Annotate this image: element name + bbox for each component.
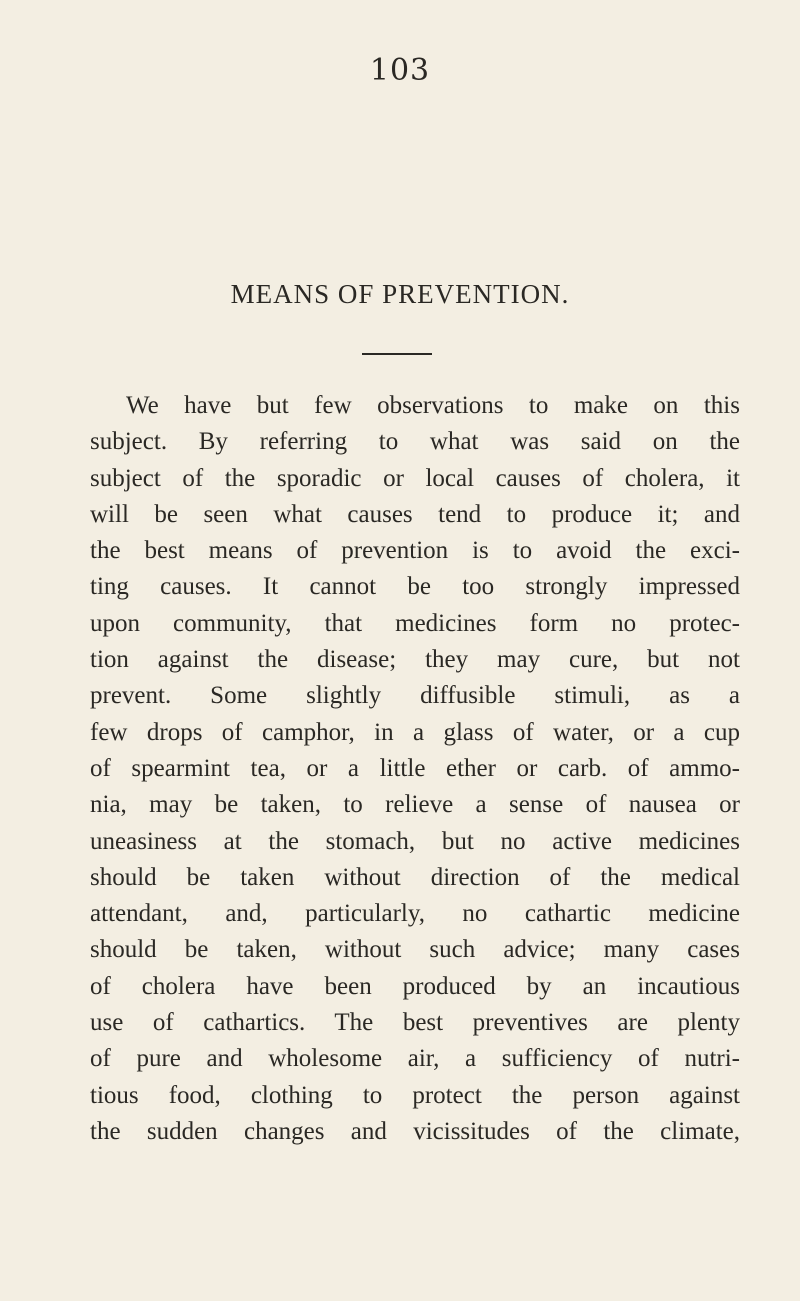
body-paragraph	[90, 388, 740, 1150]
paragraph-line: attendant, and, particularly, no cathartic medicine	[90, 900, 740, 928]
paragraph-line: prevent. Some slightly diffusible stimuli, as a	[90, 682, 740, 710]
paragraph-line: of cholera have been produced by an incautious	[90, 972, 740, 1000]
paragraph-line: the sudden changes and vicissitudes of the climate,	[90, 1117, 740, 1145]
paragraph-line: tion against the disease; they may cure, but not	[90, 646, 740, 674]
paragraph-line: use of cathartics. The best preventives are plenty	[90, 1009, 740, 1037]
paragraph-line: of pure and wholesome air, a sufficiency of nutri-	[90, 1045, 740, 1073]
paragraph-line: subject. By referring to what was said on the	[90, 428, 740, 456]
paragraph-line: should be taken without direction of the medical	[90, 863, 740, 891]
paragraph-line: uneasiness at the stomach, but no active medicines	[90, 827, 740, 855]
paragraph-line: should be taken, without such advice; many cases	[90, 936, 740, 964]
paragraph-line: will be seen what causes tend to produce it; and	[90, 500, 740, 528]
paragraph-line: We have but few observations to make on this	[126, 392, 740, 419]
paragraph-line: upon community, that medicines form no protec-	[90, 609, 740, 637]
paragraph-line: of spearmint tea, or a little ether or carb. of ammo-	[90, 754, 740, 782]
paragraph-line: nia, may be taken, to relieve a sense of nausea or	[90, 791, 740, 819]
paragraph-line: few drops of camphor, in a glass of water, or a cup	[90, 718, 740, 746]
chapter-title: MEANS OF PREVENTION.	[230, 279, 570, 309]
paragraph-line: ting causes. It cannot be too strongly impressed	[90, 573, 740, 601]
page-number: 103	[369, 53, 431, 88]
paragraph-line: subject of the sporadic or local causes of cholera, it	[90, 464, 740, 492]
title-divider	[362, 353, 432, 355]
paragraph-line: tious food, clothing to protect the person against	[90, 1081, 740, 1109]
paragraph-line: the best means of prevention is to avoid the exci-	[90, 537, 740, 565]
